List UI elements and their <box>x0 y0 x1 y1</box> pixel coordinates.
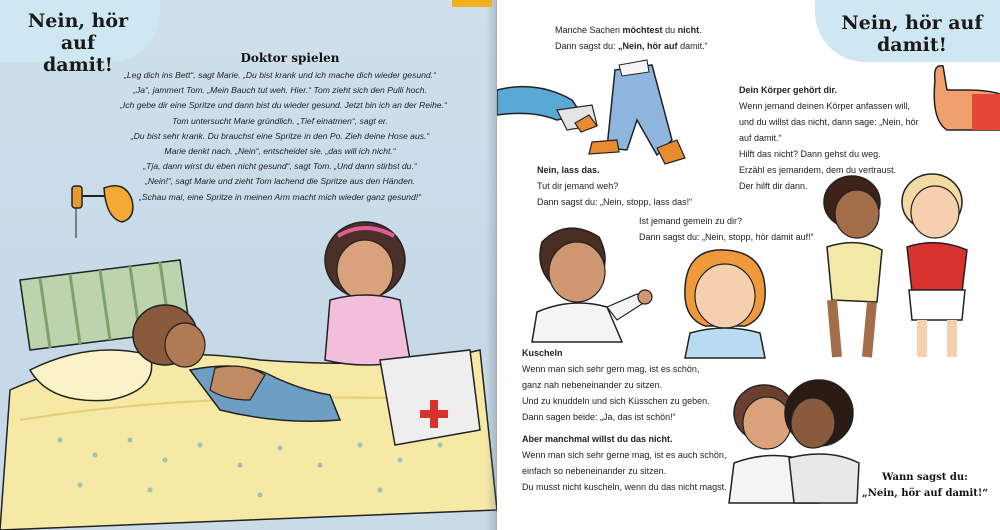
gemein-line: Dann sagst du: „Nein, stopp, hör damit auf!“ <box>639 232 814 242</box>
kuscheln-line: Dann sagen beide: „Ja, das ist schön!“ <box>522 412 676 422</box>
koerper-line: und du willst das nicht, dann sage: „Nein, hör <box>739 117 919 127</box>
lass-title <box>537 162 692 178</box>
page-tab-left <box>452 0 492 7</box>
two-children-illustration <box>797 172 987 362</box>
koerper-title-text: Dein Körper gehört dir. <box>739 85 838 95</box>
koerper-line: Hilft das nicht? Dann gehst du weg. <box>739 149 881 159</box>
bed-illustration <box>0 250 497 530</box>
intro-bold: „Nein, hör auf <box>618 41 678 51</box>
kuscheln-title <box>522 345 710 361</box>
right-page <box>497 0 1000 530</box>
intro-bold: möchtest <box>622 25 663 35</box>
question-line: „Nein, hör auf damit!“ <box>861 488 989 499</box>
manchmal-title-text: Aber manchmal willst du das nicht. <box>522 434 673 444</box>
sad-child-illustration <box>675 248 775 358</box>
heading-left-line2: damit! <box>42 54 114 76</box>
intro-text-part: . <box>699 25 702 35</box>
intro-text-part: Manche Sachen <box>555 25 623 35</box>
lass-line: Dann sagst du: „Nein, stopp, lass das!“ <box>537 197 693 207</box>
kuscheln-line: Wenn man sich sehr gern mag, ist es schön, <box>522 364 700 374</box>
intro-text <box>555 22 708 54</box>
story-line: „Nein!“, sagt Marie und zieht Tom lachend die Spritze aus den Händen. <box>144 176 416 187</box>
intro-text-part: damit.“ <box>677 41 708 51</box>
koerper-line: auf damit.“ <box>739 133 782 143</box>
kuscheln-title-text: Kuscheln <box>522 348 563 358</box>
story-line: „Leg dich ins Bett“, sagt Marie. „Du bist krank und ich mache dich wieder gesund.“ <box>124 70 436 80</box>
lass-block <box>537 162 692 210</box>
koerper-title <box>739 82 919 98</box>
story-line: „Schau mal, eine Spritze in meinen Arm macht mich wieder ganz gesund!“ <box>139 191 421 202</box>
story-title: Doktor spielen <box>240 51 340 65</box>
manchmal-line: Du musst nicht kuscheln, wenn du das nicht magst. <box>522 482 727 492</box>
walking-child-illustration <box>497 60 697 170</box>
pointing-child-illustration <box>527 222 667 342</box>
left-page <box>0 0 497 530</box>
intro-bold: nicht <box>677 25 700 35</box>
story-line: „Du bist sehr krank. Du brauchst eine Spritze in den Po. Zieh deine Hose aus.“ <box>130 130 430 141</box>
heading-right-line2: damit! <box>876 34 948 56</box>
kuscheln-line: Und zu knuddeln und sich Küsschen zu geben. <box>522 396 710 406</box>
heading-right-line1: Nein, hör auf <box>841 12 983 34</box>
story-line: Tom untersucht Marie gründlich. „Tief einatmen“, sagt er. <box>172 115 388 126</box>
story-line: „Tja, dann wirst du eben nicht gesund“, sagt Tom. „Und dann stirbst du.“ <box>143 161 417 172</box>
heading-right <box>832 12 992 56</box>
story-line: Marie denkt nach. „Nein“, entscheidet sie. „das will ich nicht.“ <box>164 146 396 157</box>
stop-hand-illustration <box>927 60 1000 130</box>
story-text <box>120 68 447 205</box>
closing-question <box>855 470 995 502</box>
manchmal-title <box>522 431 727 447</box>
story-line: „Ich gebe dir eine Spritze und dann bist du wieder gesund. Jetzt bin ich an der Reihe.“ <box>120 100 447 111</box>
question-line: Wann sagst du: <box>882 472 968 483</box>
intro-text-part: Dann sagst du: <box>555 41 619 51</box>
heading-left-line1: Nein, hör auf <box>27 10 129 54</box>
manchmal-line: einfach so nebeneinander zu sitzen. <box>522 466 667 476</box>
wall-lamp-illustration <box>70 178 150 248</box>
heading-left <box>8 10 148 76</box>
koerper-line: Wenn jemand deinen Körper anfassen will, <box>739 101 910 111</box>
kuscheln-line: ganz nah nebeneinander zu sitzen. <box>522 380 663 390</box>
intro-text-part: du <box>662 25 678 35</box>
intro-line-2 <box>555 38 708 54</box>
intro-line-1 <box>555 22 708 38</box>
lass-line: Tut dir jemand weh? <box>537 181 619 191</box>
manchmal-line: Wenn man sich sehr gerne mag, ist es auch schön, <box>522 450 727 460</box>
manchmal-block <box>522 431 727 495</box>
lass-title-text: Nein, lass das. <box>537 165 600 175</box>
kuscheln-block <box>522 345 710 425</box>
gemein-line: Ist jemand gemein zu dir? <box>639 216 743 226</box>
koerper-line: Der hilft dir dann. <box>739 181 808 191</box>
story-line: „Ja“, jammert Tom. „Mein Bauch tut weh. Hier.“ Tom zieht sich den Pulli hoch. <box>133 85 427 96</box>
koerper-line: Erzähl es jemandem, dem du vertraust. <box>739 165 897 175</box>
